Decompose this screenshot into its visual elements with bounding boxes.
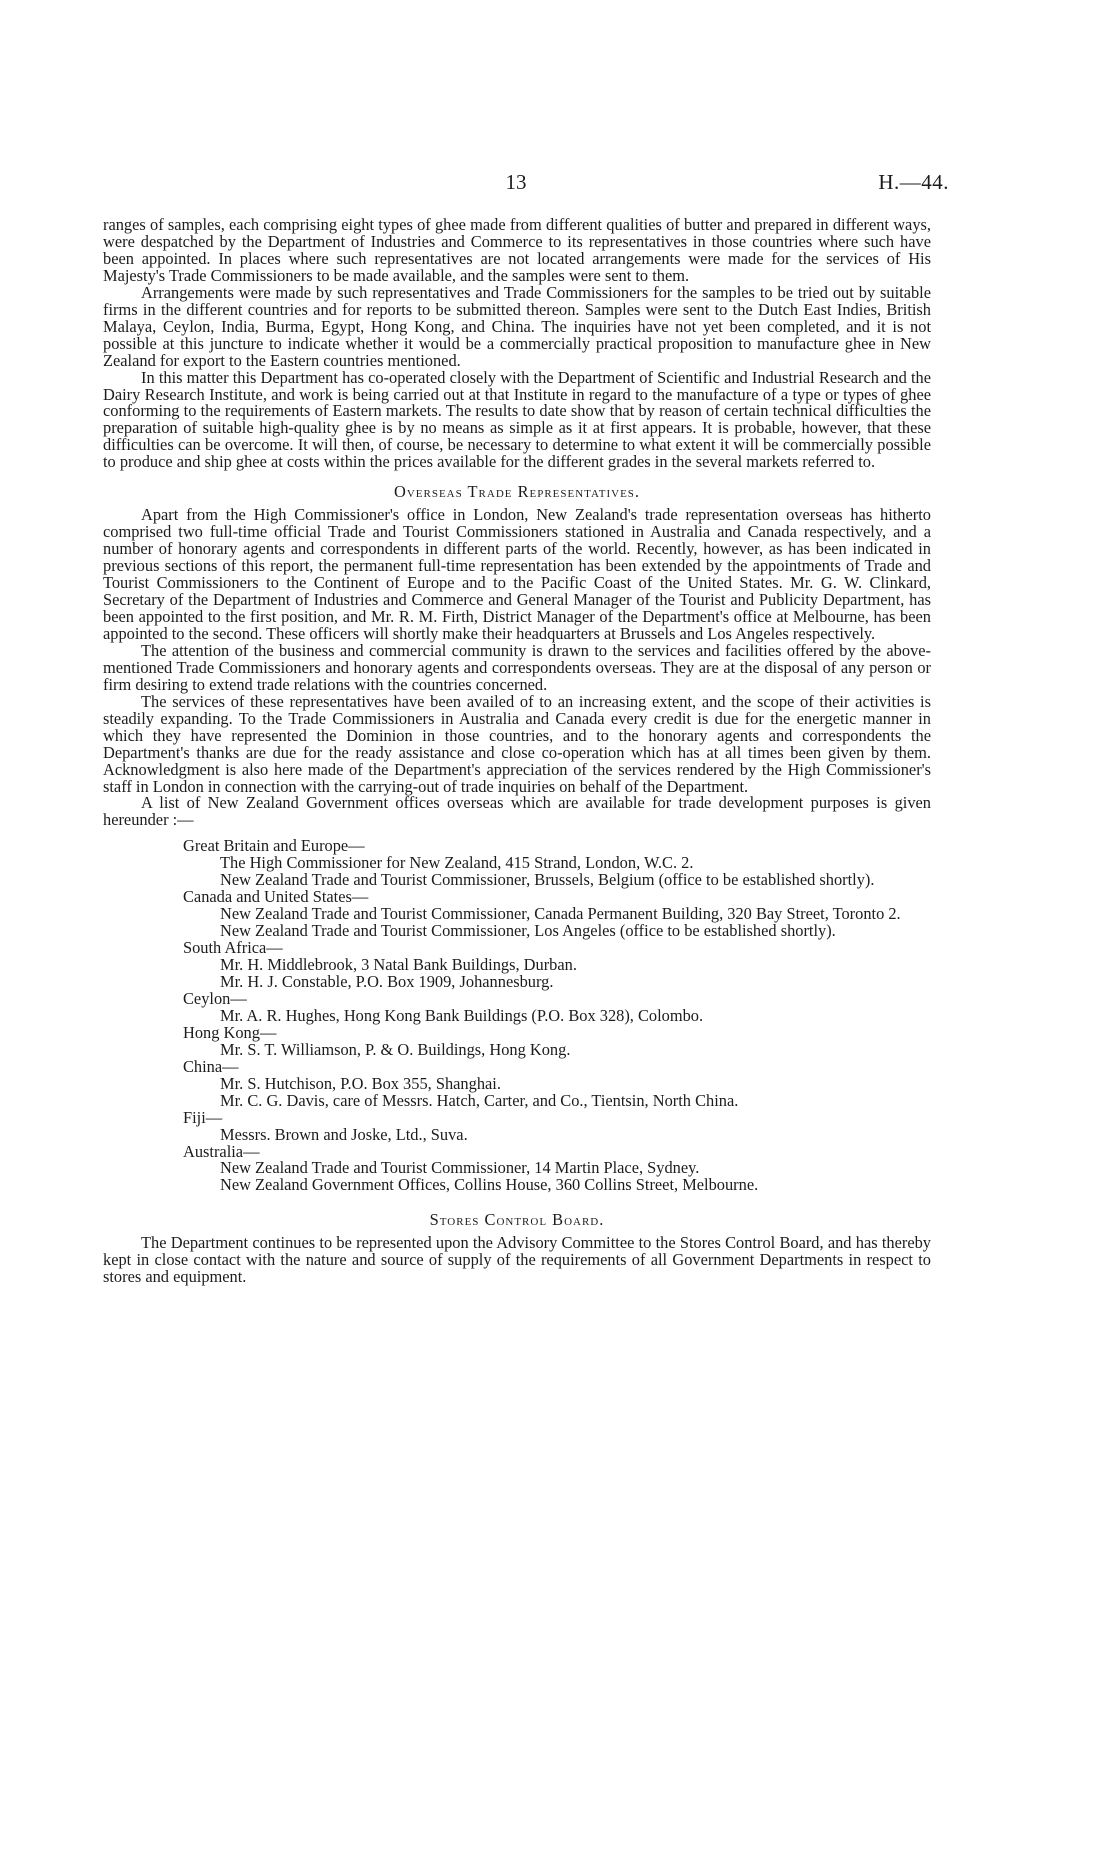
region-heading: South Africa— — [183, 938, 283, 958]
office-entry: Mr. S. Hutchison, P.O. Box 355, Shanghai. — [220, 1073, 501, 1093]
region-heading: Fiji— — [183, 1107, 223, 1127]
section-heading-stores: Stores Control Board. — [429, 1210, 605, 1230]
paragraph: The services of these representatives have been availed of to an increasing extent, and the scope of their activities is steadily expanding. To the Trade Commissioners in Australia and Canada every credit is due for the energetic manner in which they have represented the Dominion in those countries, and to the honorary agents and correspondents the Department's thanks are due for the ready assistance and close co-operation which has at all times been given by them. Acknowledgment is also here made of the Department's appreciation of the services rendered by the High Commissioner's staff in London in connection with the carrying-out of trade inquiries on behalf of the Department. — [103, 691, 931, 796]
office-entry: Mr. S. T. Williamson, P. & O. Buildings, Hong Kong. — [220, 1039, 571, 1059]
office-entry: The High Commissioner for New Zealand, 415 Strand, London, W.C. 2. — [220, 853, 694, 873]
section-heading-overseas: Overseas Trade Representatives. — [393, 482, 641, 502]
region-heading: Australia— — [183, 1141, 260, 1161]
office-entry: Messrs. Brown and Joske, Ltd., Suva. — [220, 1124, 468, 1144]
page-number: 13 — [505, 170, 527, 194]
paragraph: The attention of the business and commercial community is drawn to the services and facilities offered by the above-mentioned Trade Commissioners and honorary agents and correspondents overseas. They are at the disposal of any person or firm desiring to extend trade relations with the countries concerned. — [103, 640, 931, 694]
paragraph: Arrangements were made by such representatives and Trade Commissioners for the samples to be tried out by suitable firms in the different countries and for reports to be submitted thereon. Samples were sent to the Dutch East Indies, British Malaya, Ceylon, India, Burma, Egypt, Hong Kong, and China. The inquiries have not yet been completed, and it is not possible at this juncture to indicate whether it would be a commercially practical proposition to manufacture ghee in New Zealand for export to the Eastern countries mentioned. — [103, 282, 931, 370]
office-entry: Mr. H. Middlebrook, 3 Natal Bank Buildings, Durban. — [220, 955, 577, 975]
office-entry: New Zealand Trade and Tourist Commissioner, Los Angeles (office to be established shortly). — [220, 921, 836, 941]
office-entry: Mr. H. J. Constable, P.O. Box 1909, Johannesburg. — [220, 971, 554, 991]
paper-code: H.—44. — [878, 170, 949, 194]
region-heading: Hong Kong— — [183, 1022, 277, 1042]
paragraph: The Department continues to be represented upon the Advisory Committee to the Stores Control Board, and has thereby kept in close contact with the nature and source of supply of the requirements of all Government Departments in respect to stores and equipment. — [103, 1233, 931, 1287]
region-heading: Ceylon— — [183, 988, 247, 1008]
office-entry: Mr. A. R. Hughes, Hong Kong Bank Buildings (P.O. Box 328), Colombo. — [220, 1005, 704, 1025]
region-heading: China— — [183, 1056, 239, 1076]
office-entry: Mr. C. G. Davis, care of Messrs. Hatch, Carter, and Co., Tientsin, North China. — [220, 1090, 739, 1110]
paragraph: A list of New Zealand Government offices overseas which are available for trade development purposes is given hereunder :— — [103, 793, 931, 830]
office-entry: New Zealand Government Offices, Collins House, 360 Collins Street, Melbourne. — [220, 1175, 759, 1195]
paragraph: Apart from the High Commissioner's office in London, New Zealand's trade representation overseas has hitherto comprised two full-time official Trade and Tourist Commissioners stationed in Australia and Canada respectively, and a number of honorary agents and correspondents in different parts of the world. Recently, however, as has been indicated in previous sections of this report, the permanent full-time representation has been extended by the appointments of Trade and Tourist Commissioners to the Continent of Europe and to the Pacific Coast of the United States. Mr. G. W. Clinkard, Secretary of the Department of Industries and Commerce and General Manager of the Tourist and Publicity Department, has been appointed to the first position, and Mr. R. M. Firth, District Manager of the Department's office at Melbourne, has been appointed to the second. These officers will shortly make their headquarters at Brussels and Los Angeles respectively. — [103, 505, 931, 643]
office-entry: New Zealand Trade and Tourist Commissioner, Brussels, Belgium (office to be established shortly). — [220, 870, 875, 890]
office-entry: New Zealand Trade and Tourist Commissioner, 14 Martin Place, Sydney. — [220, 1158, 700, 1178]
paragraph: ranges of samples, each comprising eight types of ghee made from different qualities of butter and prepared in different ways, were despatched by the Department of Industries and Commerce to its representatives in those countries where such have been appointed. In places where such representatives are not located arrangements were made for the services of His Majesty's Trade Commissioners to be made available, and the samples were sent to them. — [103, 215, 931, 285]
region-heading: Great Britain and Europe— — [183, 836, 365, 856]
office-entry: New Zealand Trade and Tourist Commissioner, Canada Permanent Building, 320 Bay Street, Toronto 2. — [220, 904, 901, 924]
region-heading: Canada and United States— — [183, 887, 369, 907]
offices-list — [103, 838, 931, 1194]
paragraph: In this matter this Department has co-operated closely with the Department of Scientific and Industrial Research and the Dairy Research Institute, and work is being carried out at that Institute in regard to the manufacture of a type or types of ghee conforming to the requirements of Eastern markets. The results to date show that by reason of certain technical difficulties the preparation of suitable high-quality ghee is by no means as simple as it at first appears. It is probable, however, that these difficulties can be overcome. It will then, of course, be necessary to determine to what extent it will be commercially possible to produce and ship ghee at costs within the prices available for the different grades in the several markets referred to. — [103, 367, 931, 472]
document-body — [103, 217, 931, 1286]
